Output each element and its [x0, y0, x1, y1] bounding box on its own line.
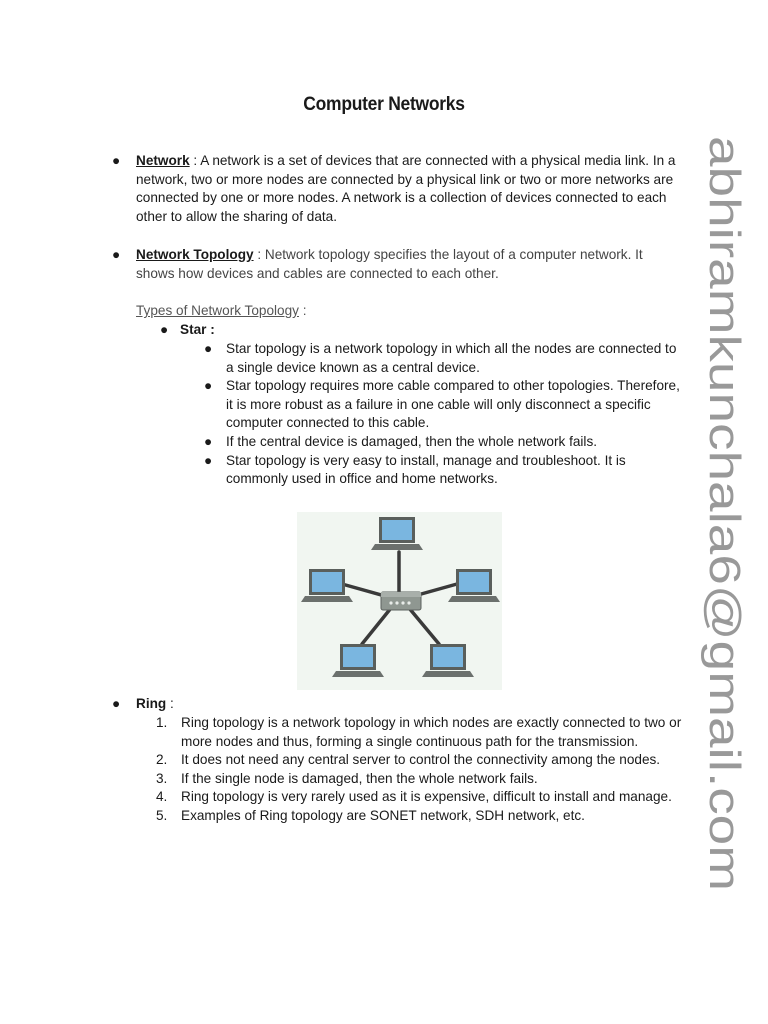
topology-definition [112, 246, 677, 283]
bullet-icon: ● [204, 341, 213, 356]
topology-text: : Network topology specifies the layout of a computer network. It shows how devices and cables are connected to each other. [136, 247, 643, 281]
page-title: Computer Networks [303, 94, 465, 115]
types-heading-suffix: : [298, 303, 307, 318]
email-watermark [700, 136, 749, 896]
bullet-icon: ● [112, 153, 121, 168]
list-item [204, 340, 684, 377]
list-item-text: Star topology is a network topology in which all the nodes are connected to a single device known as a central device. [226, 341, 677, 375]
ring-points [156, 714, 686, 826]
topology-term: Network Topology [136, 247, 254, 262]
types-heading [136, 302, 307, 321]
types-heading-label: Types of Network Topology [136, 303, 299, 318]
network-term: Network [136, 153, 190, 168]
list-item-text: Star topology is very easy to install, manage and troubleshoot. It is commonly used in office and home networks. [226, 452, 626, 487]
list-item [156, 788, 686, 807]
list-number: 4. [156, 789, 168, 805]
list-number: 1. [156, 715, 168, 730]
laptop-icon [422, 644, 474, 677]
cable-bottom-left [362, 608, 391, 644]
bullet-icon: ● [204, 433, 213, 449]
list-item-text: If the central device is damaged, then the whole network fails. [226, 433, 598, 449]
cable-left [342, 584, 385, 596]
star-points [204, 340, 684, 489]
cable-bottom-right [409, 608, 439, 644]
hub-icon [381, 592, 421, 610]
list-number: 2. [156, 752, 168, 768]
list-item [204, 433, 684, 452]
list-item [156, 807, 686, 826]
list-item [156, 770, 686, 789]
star-topology-illustration [297, 512, 502, 690]
list-number: 5. [156, 807, 168, 823]
list-number: 3. [156, 770, 168, 786]
list-item-text: Ring topology is a network topology in which nodes are exactly connected to two or more nodes and thus, forming a single continuous path for the transmission. [181, 715, 682, 749]
list-item [204, 452, 684, 489]
list-item [156, 714, 686, 751]
bullet-icon: ● [112, 247, 121, 262]
laptop-icon [371, 517, 423, 550]
network-text: : A network is a set of devices that are connected with a physical media link. In a network, two or more nodes are connected by a physical link or two or more networks are connected by one or more nodes. A network is a collection of devices connected to each other to allow the sharing of data. [136, 153, 676, 224]
bullet-icon: ● [204, 378, 213, 394]
list-item-text: Ring topology is very rarely used as it is expensive, difficult to install and manage. [181, 789, 672, 805]
star-topology-diagram [297, 512, 502, 690]
list-item [156, 751, 686, 770]
watermark-text: abhiramkunchala6@gmail.com [700, 136, 749, 741]
network-definition [112, 152, 677, 226]
list-item-text: Star topology requires more cable compared to other topologies. Therefore, it is more robust as a failure in one cable will only disconnect a specific computer connected to this cable. [226, 378, 680, 431]
list-item-text: It does not need any central server to control the connectivity among the nodes. [181, 752, 661, 768]
bullet-icon: ● [160, 322, 169, 337]
ring-heading [112, 695, 174, 714]
bullet-icon: ● [112, 696, 121, 711]
bullet-icon: ● [204, 452, 213, 468]
list-item-text: If the single node is damaged, then the whole network fails. [181, 770, 538, 786]
watermark-svg [700, 136, 749, 896]
laptop-icon [332, 644, 384, 677]
list-item [204, 377, 684, 433]
star-heading [160, 321, 215, 340]
ring-suffix: : [166, 696, 174, 711]
star-label: Star : [180, 322, 215, 337]
list-item-text: Examples of Ring topology are SONET network, SDH network, etc. [181, 807, 585, 823]
ring-label: Ring [136, 696, 167, 711]
